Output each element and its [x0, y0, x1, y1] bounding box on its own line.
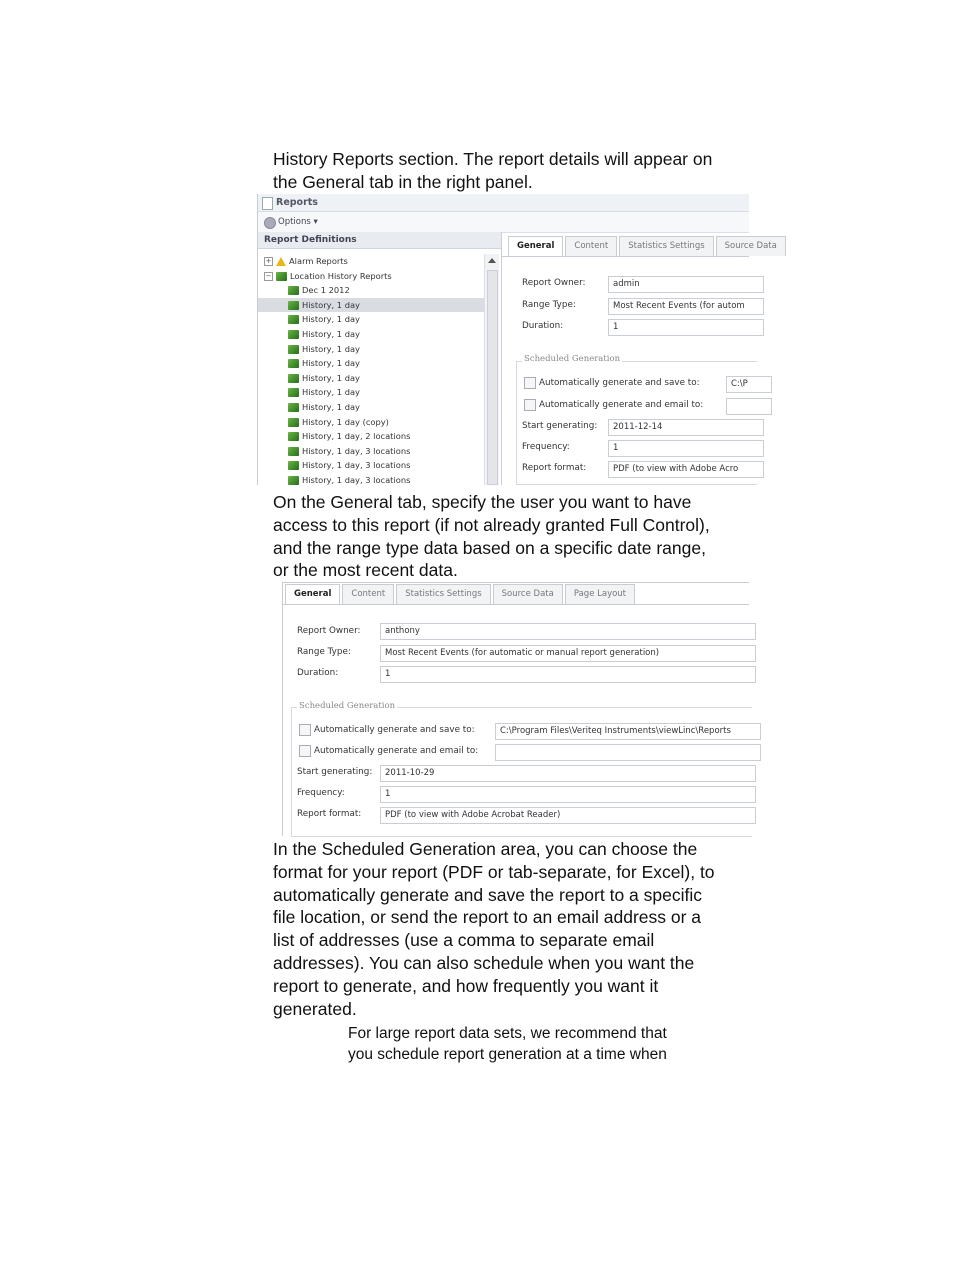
- frequency-label: Frequency:: [522, 442, 570, 452]
- tree-item[interactable]: [258, 298, 484, 313]
- tree-item[interactable]: [258, 327, 484, 342]
- tree-item[interactable]: [258, 458, 484, 473]
- report-owner-field[interactable]: admin: [608, 276, 764, 293]
- report-icon: [288, 301, 299, 310]
- options-toolbar: [258, 212, 749, 233]
- report-tabs: [508, 236, 788, 256]
- frequency-field[interactable]: 1: [380, 786, 756, 803]
- tree-item[interactable]: [258, 283, 484, 298]
- duration-field[interactable]: 1: [608, 319, 764, 336]
- tree-item-label: History, 1 day, 3 locations: [302, 445, 411, 456]
- report-icon: [288, 461, 299, 470]
- text-line: list of addresses (use a comma to separate email: [273, 930, 655, 951]
- range-type-label: Range Type:: [522, 300, 576, 310]
- tab-content[interactable]: Content: [342, 584, 394, 604]
- auto-save-checkbox[interactable]: [299, 724, 311, 736]
- auto-save-path-field[interactable]: C:\Program Files\Veriteq Instruments\viewLinc\Reports: [495, 723, 761, 740]
- scroll-thumb[interactable]: [487, 270, 498, 485]
- report-icon: [288, 447, 299, 456]
- text-line: or the most recent data.: [273, 560, 458, 581]
- tab-source-data[interactable]: Source Data: [716, 236, 786, 256]
- range-type-label: Range Type:: [297, 647, 351, 657]
- text-line: generated.: [273, 998, 357, 1019]
- folder-icon: [276, 272, 287, 281]
- report-icon: [288, 418, 299, 427]
- report-format-field[interactable]: PDF (to view with Adobe Acrobat Reader): [380, 807, 756, 824]
- range-type-field[interactable]: Most Recent Events (for automatic or manual report generation): [380, 645, 756, 662]
- report-tabs: [285, 584, 637, 604]
- tree-item-label: History, 1 day, 3 locations: [302, 474, 411, 485]
- tree-item[interactable]: [258, 429, 484, 444]
- auto-save-path-field[interactable]: C:\P: [726, 376, 772, 393]
- text-line: report to generate, and how frequently you want it: [273, 975, 659, 996]
- report-icon: [288, 315, 299, 324]
- tree-item[interactable]: [258, 400, 484, 415]
- tree-scrollbar[interactable]: [484, 254, 499, 485]
- tree-item-label: Alarm Reports: [289, 256, 348, 266]
- report-icon: [288, 432, 299, 441]
- text-line: the General tab in the right panel.: [273, 171, 533, 192]
- auto-email-checkbox[interactable]: [299, 745, 311, 757]
- options-button[interactable]: Options ▾: [278, 217, 318, 227]
- tree-item[interactable]: [258, 385, 484, 400]
- report-definitions-pane: [258, 232, 502, 485]
- duration-label: Duration:: [297, 668, 339, 678]
- duration-label: Duration:: [522, 321, 564, 331]
- tree-item-label: Location History Reports: [290, 270, 392, 281]
- tree-item-label: History, 1 day: [302, 401, 360, 412]
- auto-save-checkbox[interactable]: [524, 377, 536, 389]
- report-icon: [288, 359, 299, 368]
- general-tab-paragraph: [273, 491, 753, 582]
- report-icon: [288, 388, 299, 397]
- text-line: automatically generate and save the report to a specific: [273, 884, 702, 905]
- tree-item[interactable]: [258, 269, 484, 284]
- pane-header: Report Definitions: [258, 232, 501, 249]
- tab-general[interactable]: General: [285, 584, 340, 604]
- report-owner-label: Report Owner:: [522, 278, 586, 288]
- tab-statistics-settings[interactable]: Statistics Settings: [396, 584, 490, 604]
- report-owner-label: Report Owner:: [297, 626, 361, 636]
- gear-icon: [264, 217, 276, 229]
- tree-item[interactable]: [258, 444, 484, 459]
- tree-item[interactable]: [258, 415, 484, 430]
- start-generating-label: Start generating:: [522, 421, 598, 431]
- window-title: Reports: [276, 197, 318, 208]
- tree-item-label: History, 1 day: [302, 387, 360, 398]
- auto-email-checkbox[interactable]: [524, 399, 536, 411]
- scheduled-generation-legend: Scheduled Generation: [524, 354, 621, 364]
- report-icon: [288, 330, 299, 339]
- report-format-label: Report format:: [522, 463, 587, 473]
- tree-item-label: History, 1 day, 3 locations: [302, 460, 411, 471]
- text-line: access to this report (if not already granted Full Control),: [273, 514, 710, 535]
- duration-field[interactable]: 1: [380, 666, 756, 683]
- tree-item-label: History, 1 day, 2 locations: [302, 431, 411, 442]
- auto-save-label: Automatically generate and save to:: [539, 378, 700, 388]
- tree-item-label: History, 1 day: [302, 299, 360, 310]
- tab-content[interactable]: Content: [565, 236, 617, 256]
- report-icon: [288, 374, 299, 383]
- tree-item[interactable]: [258, 356, 484, 371]
- collapse-icon[interactable]: −: [265, 271, 272, 280]
- report-format-label: Report format:: [297, 809, 362, 819]
- auto-save-label: Automatically generate and save to:: [314, 725, 475, 735]
- expand-icon[interactable]: +: [265, 257, 272, 265]
- report-format-field[interactable]: PDF (to view with Adobe Acro: [608, 461, 764, 478]
- tree-item-label: History, 1 day: [302, 358, 360, 369]
- reports-title-bar: [258, 194, 749, 212]
- scroll-up-icon[interactable]: [488, 258, 496, 263]
- text-line: you schedule report generation at a time when: [348, 1046, 667, 1063]
- text-line: file location, or send the report to an email address or a: [273, 907, 702, 928]
- tab-source-data[interactable]: Source Data: [493, 584, 563, 604]
- tree-item-label: History, 1 day (copy): [302, 416, 389, 427]
- tree-item[interactable]: [258, 312, 484, 327]
- frequency-label: Frequency:: [297, 788, 345, 798]
- text-line: addresses). You can also schedule when you want the: [273, 952, 695, 973]
- general-tab-screenshot: [282, 582, 749, 836]
- tree-item-label: History, 1 day: [302, 372, 360, 383]
- text-line: History Reports section. The report details will appear on: [273, 149, 713, 169]
- tree-item[interactable]: [258, 473, 484, 488]
- tree-item-label: History, 1 day: [302, 328, 360, 339]
- auto-email-label: Automatically generate and email to:: [539, 400, 704, 410]
- tree-item[interactable]: [258, 342, 484, 357]
- range-type-field[interactable]: Most Recent Events (for autom: [608, 298, 764, 315]
- reports-screenshot: [257, 194, 777, 485]
- intro-paragraph: [273, 148, 753, 194]
- frequency-field[interactable]: 1: [608, 440, 764, 457]
- tree-item-label: Dec 1 2012: [302, 285, 350, 296]
- start-generating-label: Start generating:: [297, 767, 373, 777]
- auto-email-label: Automatically generate and email to:: [314, 746, 479, 756]
- report-owner-field[interactable]: anthony: [380, 623, 756, 640]
- report-icon: [288, 476, 299, 485]
- warning-icon: [276, 257, 286, 266]
- tab-page-layout[interactable]: Page Layout: [565, 584, 635, 604]
- text-line: and the range type data based on a specific date range,: [273, 537, 706, 558]
- tab-statistics-settings[interactable]: Statistics Settings: [619, 236, 713, 256]
- report-tree: [258, 254, 484, 488]
- text-line: In the Scheduled Generation area, you can choose the: [273, 839, 698, 859]
- scheduled-generation-paragraph: [273, 838, 753, 1020]
- scheduled-generation-legend: Scheduled Generation: [299, 701, 396, 711]
- tree-item-label: History, 1 day: [302, 314, 360, 325]
- text-line: On the General tab, specify the user you want to have: [273, 492, 692, 512]
- report-icon: [288, 286, 299, 295]
- report-icon: [288, 345, 299, 354]
- text-line: For large report data sets, we recommend that: [348, 1025, 667, 1042]
- start-generating-field[interactable]: 2011-12-14: [608, 419, 764, 436]
- tab-general[interactable]: General: [508, 236, 563, 256]
- auto-email-field[interactable]: [495, 744, 761, 761]
- tree-item[interactable]: [258, 371, 484, 386]
- tree-item[interactable]: [258, 254, 484, 269]
- report-icon: [288, 403, 299, 412]
- note-paragraph: [348, 1023, 748, 1065]
- document-icon: [262, 197, 273, 210]
- auto-email-field[interactable]: [726, 398, 772, 415]
- tree-item-label: History, 1 day: [302, 343, 360, 354]
- text-line: format for your report (PDF or tab-separate, for Excel), to: [273, 861, 715, 882]
- start-generating-field[interactable]: 2011-10-29: [380, 765, 756, 782]
